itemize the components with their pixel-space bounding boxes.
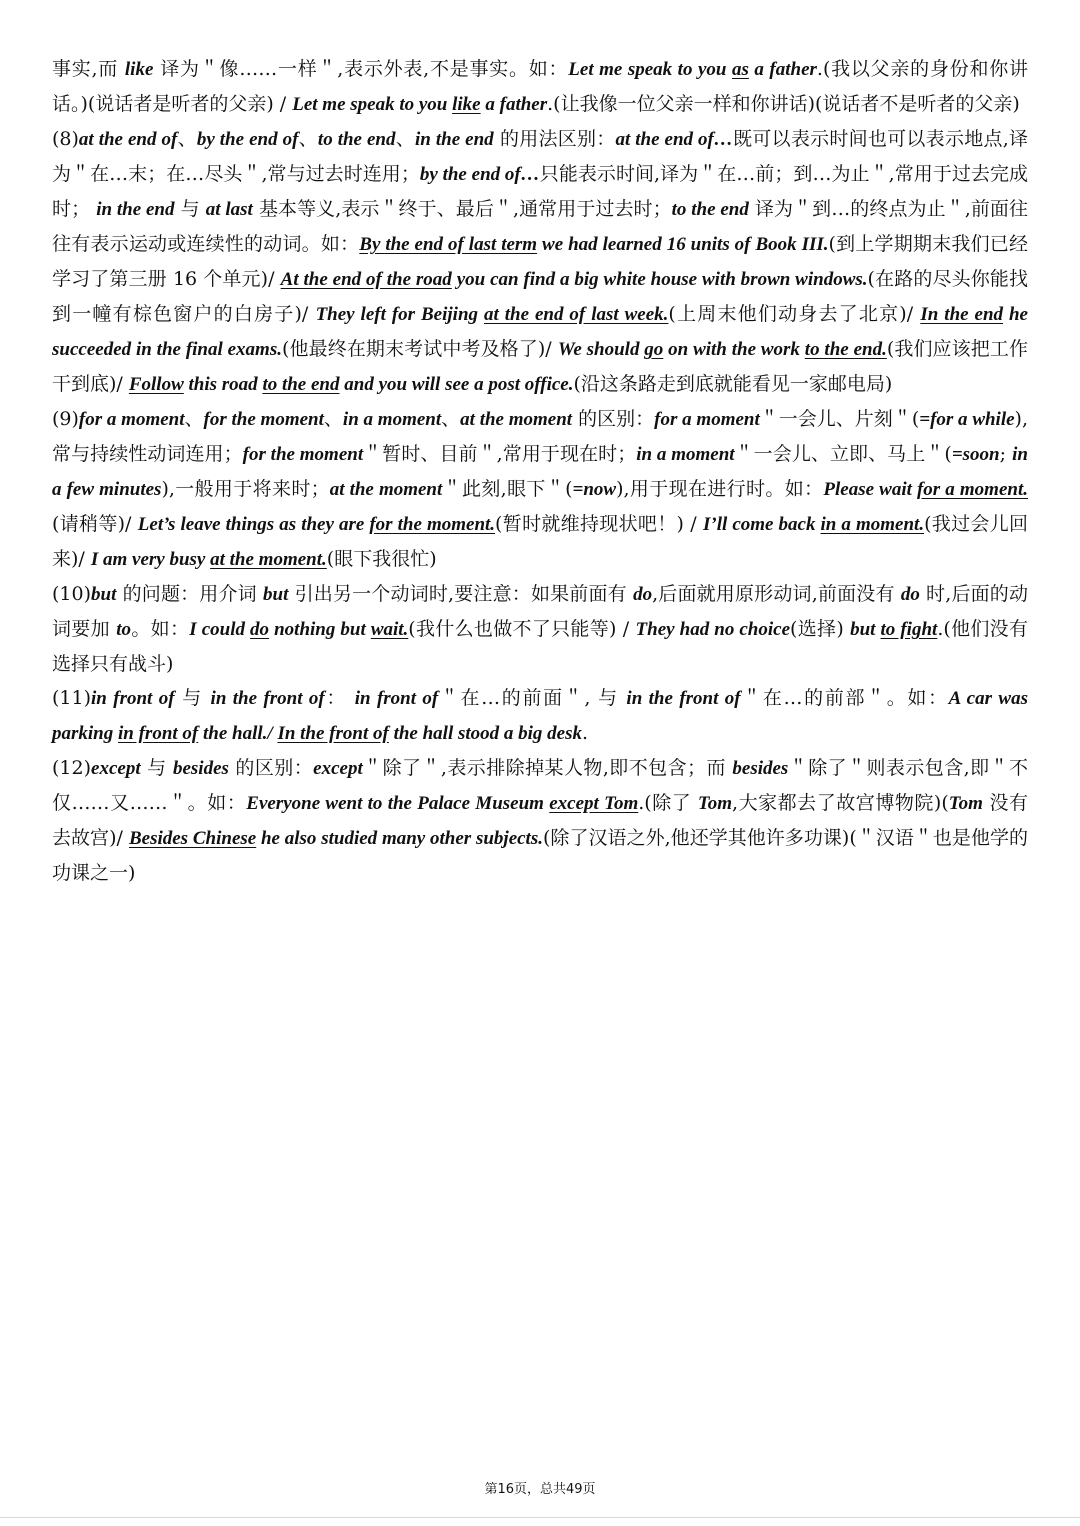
english-text: in the end bbox=[415, 129, 494, 150]
english-text: Please wait bbox=[823, 479, 917, 500]
underlined-example-text: like bbox=[452, 94, 481, 115]
footer-divider bbox=[0, 1517, 1080, 1518]
english-text: besides bbox=[732, 758, 789, 779]
chinese-text: ; bbox=[999, 443, 1013, 465]
document-body bbox=[52, 52, 1028, 890]
chinese-text: 引出另一个动词时,要注意：如果前面有 bbox=[288, 583, 634, 605]
chinese-text: (11) bbox=[52, 687, 92, 709]
english-text: the hall stood a big desk bbox=[388, 723, 583, 744]
para-7-cont-paragraph bbox=[52, 52, 1028, 122]
english-text: nothing but bbox=[269, 619, 371, 640]
chinese-text: ,后面就用原形动词,前面没有 bbox=[652, 583, 901, 605]
chinese-text: (我们应该把工作干到底)/ bbox=[52, 338, 1028, 395]
chinese-text: 的区别： bbox=[572, 408, 655, 430]
chinese-text: (我什么也做不了只能等) / bbox=[408, 618, 636, 640]
english-text: in the front of bbox=[626, 688, 741, 709]
english-text: in front of bbox=[354, 688, 439, 709]
underlined-example-text: By the end of last term bbox=[359, 234, 538, 255]
english-text: for the moment bbox=[242, 444, 364, 465]
chinese-text: 只能表示时间,译为＂在…前；到…为止＂,常用于过去完成时； bbox=[52, 163, 1028, 220]
english-text: Let’s leave things as they are bbox=[137, 514, 370, 535]
underlined-example-text: In the front of bbox=[277, 723, 389, 744]
english-text: They had no choice bbox=[635, 619, 791, 640]
para-9-paragraph bbox=[52, 402, 1028, 577]
english-text: in a moment bbox=[636, 444, 735, 465]
underlined-example-text: to fight bbox=[880, 619, 938, 640]
chinese-text: (暂时就维持现状吧！) / bbox=[495, 513, 703, 535]
chinese-text: ＂除了＂则表示包含,即＂不仅……又……＂。如： bbox=[52, 757, 1029, 814]
para-10-paragraph bbox=[52, 577, 1028, 681]
chinese-text: ),常与持续性动词连用； bbox=[52, 408, 1028, 465]
english-text: They left for Beijing bbox=[315, 304, 484, 325]
english-text: at the end of bbox=[78, 129, 178, 150]
chinese-text: 译为＂像……一样＂,表示外表,不是事实。如： bbox=[153, 58, 569, 80]
english-text: I could bbox=[189, 619, 251, 640]
chinese-text: ： bbox=[324, 687, 355, 709]
english-text: to bbox=[116, 619, 132, 640]
english-text: I’ll come back bbox=[703, 514, 821, 535]
chinese-text: ＂此刻,眼下＂( bbox=[442, 478, 573, 500]
underlined-example-text: for a moment. bbox=[916, 479, 1028, 500]
chinese-text: (他最终在期末考试中考及格了)/ bbox=[281, 338, 558, 360]
english-text: in front of bbox=[91, 688, 175, 709]
chinese-text: 、 bbox=[395, 128, 416, 150]
english-text: this road bbox=[183, 374, 263, 395]
chinese-text: 、 bbox=[441, 408, 461, 430]
english-text: at the moment bbox=[460, 409, 573, 430]
english-text: by the end of… bbox=[419, 164, 540, 185]
chinese-text: 没有去故宫)/ bbox=[52, 792, 1028, 849]
english-text: and you will see a post office. bbox=[339, 374, 574, 395]
chinese-text: 。如： bbox=[131, 618, 190, 640]
english-text: Let me speak to you bbox=[568, 59, 732, 80]
underlined-example-text: In the end bbox=[920, 304, 1004, 325]
english-text: he succeeded in the final exams. bbox=[52, 304, 1028, 360]
chinese-text: ,大家都去了故宫博物院)( bbox=[732, 792, 949, 814]
english-text: by the end of bbox=[196, 129, 299, 150]
chinese-text: (上周末他们动身去了北京)/ bbox=[668, 303, 921, 325]
underlined-example-text: in front of bbox=[118, 723, 199, 744]
english-text: in a moment bbox=[342, 409, 442, 430]
english-text: to the end bbox=[317, 129, 396, 150]
chinese-text: (沿这条路走到底就能看见一家邮电局) bbox=[573, 373, 893, 395]
english-text: in a few minutes bbox=[52, 444, 1028, 500]
english-text: but bbox=[91, 584, 117, 605]
english-text: at the end of… bbox=[615, 129, 733, 150]
underlined-example-text: go bbox=[644, 339, 664, 360]
chinese-text: 与 bbox=[174, 687, 211, 709]
chinese-text: (眼下我很忙) bbox=[326, 548, 437, 570]
english-text: he also studied many other subjects. bbox=[256, 828, 543, 849]
english-text: you can find a big white house with brown windows. bbox=[451, 269, 868, 290]
underlined-example-text: in a moment. bbox=[820, 514, 925, 535]
underlined-example-text: wait. bbox=[370, 619, 409, 640]
english-text: Let me speak to you bbox=[292, 94, 453, 115]
english-text: Tom bbox=[948, 793, 983, 814]
english-text: at last bbox=[205, 199, 253, 220]
chinese-text: 、 bbox=[298, 128, 318, 150]
chinese-text: (8) bbox=[52, 128, 79, 150]
english-text: for a moment bbox=[654, 409, 760, 430]
chinese-text: (10) bbox=[52, 583, 92, 605]
english-text: on with the work bbox=[663, 339, 805, 360]
english-text: I am very busy bbox=[90, 549, 211, 570]
english-text: a father bbox=[480, 94, 548, 115]
english-text: =for a while bbox=[919, 409, 1015, 430]
chinese-text: 的区别： bbox=[228, 757, 314, 779]
chinese-text: (12) bbox=[52, 757, 92, 779]
chinese-text: (选择) bbox=[790, 618, 851, 640]
english-text: We should bbox=[557, 339, 645, 360]
english-text: we had learned 16 units of Book III. bbox=[537, 234, 829, 255]
english-text: Tom bbox=[697, 793, 733, 814]
chinese-text: ),用于现在进行时。如： bbox=[616, 478, 824, 500]
english-text: but bbox=[850, 619, 881, 640]
underlined-example-text: for the moment. bbox=[369, 514, 496, 535]
underlined-example-text: at the end of last week. bbox=[483, 304, 669, 325]
chinese-text: (9) bbox=[52, 408, 79, 430]
para-12-paragraph bbox=[52, 751, 1028, 890]
chinese-text: ＂一会儿、立即、马上＂( bbox=[734, 443, 952, 465]
chinese-text: .(除了 bbox=[638, 792, 698, 814]
english-text: do bbox=[633, 584, 653, 605]
underlined-example-text: to the end bbox=[262, 374, 340, 395]
chinese-text: ＂在…的前面＂, 与 bbox=[438, 687, 627, 709]
chinese-text: (请稍等)/ bbox=[52, 513, 138, 535]
underlined-example-text: Besides Chinese bbox=[128, 828, 257, 849]
chinese-text: ＂暂时、目前＂,常用于现在时； bbox=[363, 443, 637, 465]
chinese-text: (我过会儿回来)/ bbox=[52, 513, 1029, 570]
chinese-text: .(他们没有选择只有战斗) bbox=[52, 618, 1028, 675]
chinese-text: 的问题：用介词 bbox=[116, 583, 264, 605]
english-text: =soon bbox=[951, 444, 1000, 465]
chinese-text: 的用法区别： bbox=[493, 128, 616, 150]
chinese-text: 译为＂到…的终点为止＂,前面往往有表示运动或连续性的动词。如： bbox=[52, 198, 1028, 255]
english-text: do bbox=[900, 584, 920, 605]
english-text: at the moment bbox=[329, 479, 443, 500]
underlined-example-text: as bbox=[731, 59, 749, 80]
chinese-text: (除了汉语之外,他还学其他许多功课)(＂汉语＂也是他学的功课之一) bbox=[52, 827, 1028, 884]
english-text: besides bbox=[172, 758, 229, 779]
chinese-text: . bbox=[582, 722, 589, 744]
chinese-text: .(让我像一位父亲一样和你讲话)(说话者不是听者的父亲) bbox=[547, 93, 1020, 115]
english-text: in the end bbox=[96, 199, 175, 220]
chinese-text: ＂除了＂,表示排除掉某人物,即不包含；而 bbox=[362, 757, 733, 779]
chinese-text: 与 bbox=[140, 757, 173, 779]
chinese-text: 、 bbox=[177, 128, 197, 150]
english-text: to the end bbox=[671, 199, 749, 220]
chinese-text: 事实,而 bbox=[52, 58, 125, 80]
english-text: like bbox=[124, 59, 154, 80]
chinese-text: 基本等义,表示＂终于、最后＂,通常用于过去时； bbox=[252, 198, 672, 220]
page-number: 第16页，总共49页 bbox=[484, 1482, 596, 1497]
english-text: =now bbox=[572, 479, 617, 500]
english-text: except bbox=[313, 758, 363, 779]
english-text: A car was parking bbox=[52, 688, 1028, 744]
english-text: for the moment bbox=[203, 409, 324, 430]
underlined-example-text: except Tom bbox=[549, 793, 639, 814]
english-text: the hall./ bbox=[198, 723, 278, 744]
english-text: for a moment bbox=[78, 409, 185, 430]
para-11-paragraph bbox=[52, 681, 1028, 751]
underlined-example-text: At the end of the road bbox=[280, 269, 452, 290]
chinese-text: (在路的尽头你能找到一幢有棕色窗户的白房子)/ bbox=[52, 268, 1028, 325]
underlined-example-text: do bbox=[250, 619, 270, 640]
chinese-text: 时,后面的动词要加 bbox=[52, 583, 1028, 640]
underlined-example-text: to the end. bbox=[804, 339, 887, 360]
underlined-example-text: Follow bbox=[128, 374, 184, 395]
english-text: except bbox=[91, 758, 141, 779]
english-text: in the front of bbox=[210, 688, 325, 709]
chinese-text: 既可以表示时间也可以表示地点,译为＂在…末；在…尽头＂,常与过去时连用； bbox=[52, 128, 1028, 185]
chinese-text: ＂在…的前部＂。如： bbox=[740, 687, 949, 709]
chinese-text: (到上学期期末我们已经学习了第三册 16 个单元)/ bbox=[52, 233, 1028, 290]
chinese-text: 、 bbox=[184, 408, 204, 430]
chinese-text: ＂一会儿、片刻＂( bbox=[759, 408, 920, 430]
underlined-example-text: at the moment. bbox=[210, 549, 327, 570]
english-text: a father bbox=[748, 59, 817, 80]
english-text: but bbox=[263, 584, 289, 605]
chinese-text: .(我以父亲的身份和你讲话。)(说话者是听者的父亲) / bbox=[52, 58, 1028, 115]
para-8-paragraph bbox=[52, 122, 1028, 402]
english-text: Everyone went to the Palace Museum bbox=[246, 793, 550, 814]
chinese-text: ),一般用于将来时； bbox=[161, 478, 330, 500]
chinese-text: 与 bbox=[174, 198, 206, 220]
chinese-text: 、 bbox=[323, 408, 343, 430]
